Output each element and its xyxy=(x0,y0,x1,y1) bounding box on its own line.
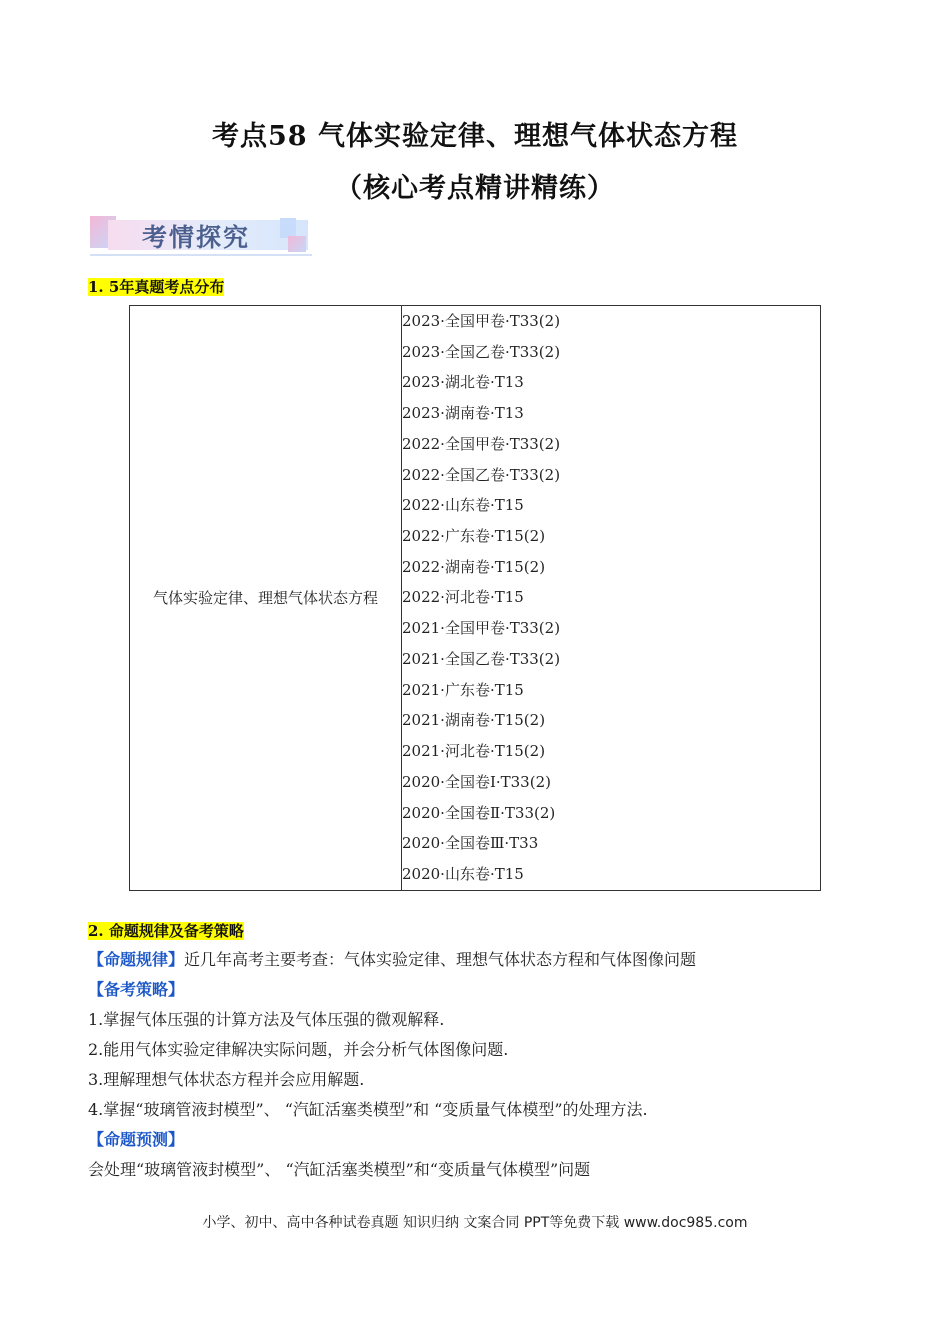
strategy-item: 3.理解理想气体状态方程并会应用解题. xyxy=(88,1070,365,1089)
exam-item: 2022·山东卷·T15 xyxy=(402,496,524,515)
exam-item: 2023·全国乙卷·T33(2) xyxy=(402,342,561,361)
exam-item: 2023·全国甲卷·T33(2) xyxy=(402,312,561,330)
exam-item: 2020·山东卷·T15 xyxy=(402,864,524,883)
exam-item: 2022·广东卷·T15(2) xyxy=(402,527,546,546)
exam-item: 2021·全国甲卷·T33(2) xyxy=(402,619,561,638)
exam-item: 2021·河北卷·T15(2) xyxy=(402,742,546,761)
strategy-item: 4.掌握“玻璃管液封模型”、 “汽缸活塞类模型”和 “变质量气体模型”的处理方法. xyxy=(88,1100,648,1119)
section-heading-text: 1. 5年真题考点分布 xyxy=(88,278,225,296)
exam-item: 2022·河北卷·T15 xyxy=(402,588,524,607)
rule-paragraph xyxy=(88,950,696,970)
page-subtitle: （核心考点精讲精练） xyxy=(335,173,615,204)
section-heading-strategy xyxy=(88,920,244,941)
rule-text: 近几年高考主要考查：气体实验定律、理想气体状态方程和气体图像问题 xyxy=(184,950,697,969)
exam-item: 2020·全国卷Ⅱ·T33(2) xyxy=(402,803,556,822)
exam-item: 2021·广东卷·T15 xyxy=(402,680,524,699)
strategy-item: 2.能用气体实验定律解决实际问题，并会分析气体图像问题. xyxy=(88,1040,509,1059)
table-row xyxy=(130,306,821,891)
exam-distribution-table xyxy=(129,305,821,891)
exam-item: 2023·湖北卷·T13 xyxy=(402,373,524,392)
section-heading-text: 2. 命题规律及备考策略 xyxy=(88,922,244,940)
predict-text: 会处理“玻璃管液封模型”、 “汽缸活塞类模型”和“变质量气体模型”问题 xyxy=(88,1160,591,1179)
exam-item: 2021·湖南卷·T15(2) xyxy=(402,711,546,730)
page-title: 考点58 气体实验定律、理想气体状态方程 xyxy=(212,121,738,152)
exam-item: 2023·湖南卷·T13 xyxy=(402,404,524,423)
banner-underline xyxy=(90,254,312,256)
banner-decoration-right-bottom xyxy=(288,236,306,252)
strategy-heading xyxy=(88,980,184,1000)
exam-item: 2022·全国甲卷·T33(2) xyxy=(402,434,561,453)
exam-item: 2022·湖南卷·T15(2) xyxy=(402,557,546,576)
page-footer: 小学、初中、高中各种试卷真题 知识归纳 文案合同 PPT等免费下载 www.doc985.com xyxy=(202,1215,748,1231)
predict-heading xyxy=(88,1130,184,1150)
exam-item-list xyxy=(402,306,820,890)
section-heading-distribution xyxy=(88,276,224,297)
table-items-cell xyxy=(402,306,821,891)
strategy-item: 1.掌握气体压强的计算方法及气体压强的微观解释. xyxy=(88,1010,445,1029)
section-banner xyxy=(90,214,312,256)
exam-item: 2020·全国卷Ⅰ·T33(2) xyxy=(402,772,551,791)
rule-tag: 【命题规律】 xyxy=(88,950,185,969)
table-topic-cell: 气体实验定律、理想气体状态方程 xyxy=(130,306,402,891)
banner-decoration-right-top xyxy=(280,218,296,238)
exam-item: 2020·全国卷Ⅲ·T33 xyxy=(402,834,539,853)
exam-item: 2022·全国乙卷·T33(2) xyxy=(402,465,561,484)
predict-tag: 【命题预测】 xyxy=(88,1130,185,1149)
exam-item: 2021·全国乙卷·T33(2) xyxy=(402,649,561,668)
strategy-tag: 【备考策略】 xyxy=(88,980,185,999)
banner-text: 考情探究 xyxy=(142,223,251,252)
